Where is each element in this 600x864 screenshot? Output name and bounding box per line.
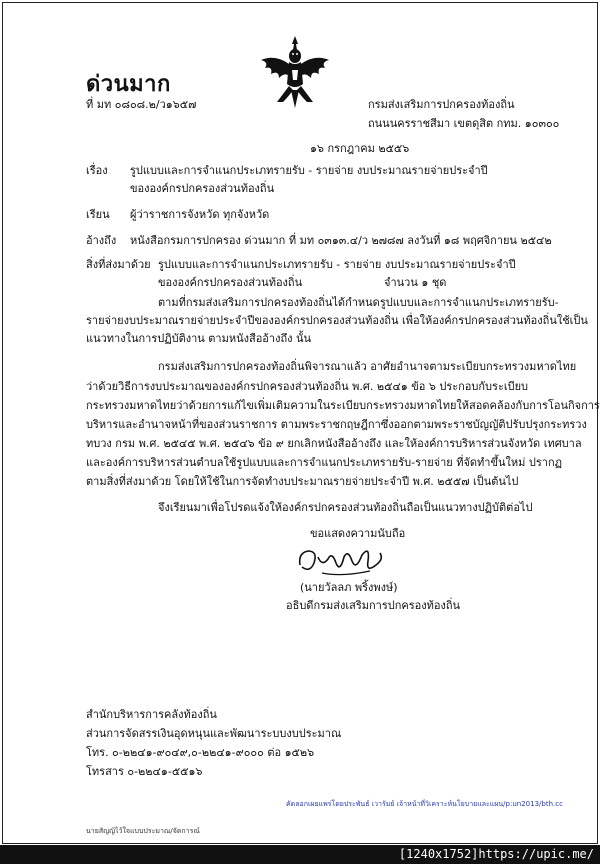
paragraph-1-line: ตามที่กรมส่งเสริมการปกครองท้องถิ่นได้กำหนดรูปแบบและการจำแนกประเภทรายรับ- <box>158 296 559 309</box>
signer-title: อธิบดีกรมส่งเสริมการปกครองท้องถิ่น <box>286 599 461 612</box>
office-bureau: สำนักบริหารการคลังท้องถิ่น <box>86 708 217 721</box>
issuer-address: ถนนนครราชสีมา เขตดุสิต กทม. ๑๐๓๐๐ <box>368 117 560 130</box>
recipient-label: เรียน <box>86 208 110 221</box>
issuer-department: กรมส่งเสริมการปกครองท้องถิ่น <box>368 98 515 111</box>
credit-line: คัดลอกเผยแพร่โดยประพันธ์ เวารัมย์ เจ้าหน้าที่วิเคราะห์นโยบายและแผน/p:un2013/bth.cc <box>286 800 563 808</box>
doc-number: ที่ มท ๐๘๐๘.๒/ว๑๖๕๗ <box>86 98 197 111</box>
enclosure-qty: จำนวน ๑ ชุด <box>384 276 447 289</box>
paragraph-2-line: กระทรวงมหาดไทยว่าด้วยการแก้ไขเพิ่มเติมความในระเบียบกระทรวงมหาดไทยให้สอดคล้องกับการโอนกิจการ <box>86 399 600 412</box>
paragraph-2-line: บริหารและอำนาจหน้าที่ของส่วนราชการ ตามพระราชกฤษฎีกาซึ่งออกตามพระราชบัญญัติปรับปรุงกระทรวง <box>86 418 587 431</box>
closing: ขอแสดงความนับถือ <box>310 527 406 540</box>
enclosure-label: สิ่งที่ส่งมาด้วย <box>86 258 151 271</box>
enclosure-line-2: ขององค์กรปกครองส่วนท้องถิ่น <box>158 276 303 289</box>
reference-label: อ้างถึง <box>86 234 117 247</box>
subject-label: เรื่อง <box>86 164 108 177</box>
reference-value: หนังสือกรมการปกครอง ด่วนมาก ที่ มท ๐๓๑๓.๔/ว ๒๗๘๗ ลงวันที่ ๑๘ พฤศจิกายน ๒๕๔๒ <box>130 234 552 247</box>
image-host-caption[interactable]: [1240x1752]https://upic.me/ <box>398 847 594 861</box>
office-fax: โทรสาร ๐-๒๒๔๑-๕๕๑๖ <box>86 765 203 778</box>
paragraph-2-line: และองค์การบริหารส่วนตำบลใช้รูปแบบและการจำแนกประเภทรายรับ-รายจ่าย ที่จัดทำขึ้นใหม่ ปรากฏ <box>86 456 562 469</box>
paragraph-3: จึงเรียนมาเพื่อโปรดแจ้งให้องค์กรปกครองส่วนท้องถิ่นถือเป็นแนวทางปฏิบัติต่อไป <box>158 501 533 514</box>
subject-line-2: ขององค์กรปกครองส่วนท้องถิ่น <box>130 182 275 195</box>
office-division: ส่วนการจัดสรรเงินอุดหนุนและพัฒนาระบบงบประมาณ <box>86 727 342 740</box>
paragraph-1-line: แนวทางในการปฏิบัติงาน ตามหนังสืออ้างถึง นั้น <box>86 332 312 345</box>
enclosure-line-1: รูปแบบและการจำแนกประเภทรายรับ - รายจ่าย งบประมาณรายจ่ายประจำปี <box>158 258 516 271</box>
bottom-note: นายสัญญิไว้ใจแบบประมาณ/จัดการณ์ <box>86 827 200 835</box>
subject-line-1: รูปแบบและการจำแนกประเภทรายรับ - รายจ่าย งบประมาณรายจ่ายประจำปี <box>130 164 488 177</box>
paragraph-2-line: ตามสิ่งที่ส่งมาด้วย โดยให้ใช้ในการจัดทำงบประมาณรายจ่ายประจำปี พ.ศ. ๒๕๕๗ เป็นต้นไป <box>86 475 519 488</box>
letter-date: ๑๖ กรกฎาคม ๒๕๕๖ <box>310 142 410 155</box>
paragraph-2-line: กรมส่งเสริมการปกครองท้องถิ่นพิจารณาแล้ว อาศัยอำนาจตามระเบียบกระทรวงมหาดไทย <box>158 360 577 373</box>
paragraph-2-line: ว่าด้วยวิธีการงบประมาณขององค์กรปกครองส่วนท้องถิ่น พ.ศ. ๒๕๔๑ ข้อ ๖ ประกอบกับระเบียบ <box>86 380 529 393</box>
paragraph-2-line: ทบวง กรม พ.ศ. ๒๕๔๕ พ.ศ. ๒๕๔๖ ข้อ ๙ ยกเลิกหนังสืออ้างถึง และให้องค์การบริหารส่วนจังหวัด เทศบาล <box>86 437 582 450</box>
handwritten-signature <box>292 543 392 581</box>
recipient-value: ผู้ว่าราชการจังหวัด ทุกจังหวัด <box>130 208 270 221</box>
paragraph-1-line: รายจ่ายงบประมาณรายจ่ายประจำปีขององค์กรปกครองส่วนท้องถิ่น เพื่อให้องค์กรปกครองส่วนท้องถิ่นใช้เป็น <box>86 314 588 327</box>
signer-name: (นายวัลลภ พริ้งพงษ์) <box>300 581 398 594</box>
office-phone: โทร. ๐-๒๒๔๑-๙๐๔๙,๐-๒๒๔๑-๙๐๐๐ ต่อ ๑๕๒๖ <box>86 746 315 759</box>
garuda-emblem-icon <box>255 32 335 112</box>
urgency-stamp: ด่วนมาก <box>86 72 171 97</box>
